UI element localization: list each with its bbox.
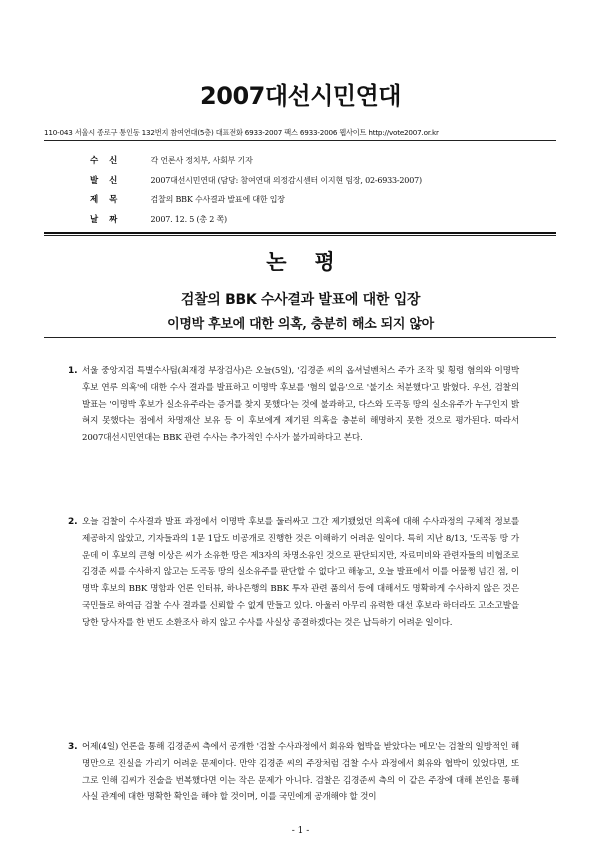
paragraph-number: 2.: [68, 517, 78, 527]
meta-subject: [90, 193, 285, 209]
paragraph-text: 서울 중앙지검 특별수사팀(최재경 부장검사)은 오늘(5일), '김경준 씨의 옵셔널벤처스 주가 조작 및 횡령 혐의와 이명박 후보 연루 의혹'에 대한 수사 결과를 발표하고 이명박 후보를 '혐의 없음'으로 '불기소 처분했다'고 밝혔다. 우선, 검찰의 발표는 '이명박 후보가 실소유주라는 증거를 찾지 못했다'는 것에 불과하고, 다스와 도곡동 땅의 실소유주가 누구인지 밝혀지 못했다는 점에서 차명재산 보유 등 이 후보에게 제기된 의혹을 충분히 해명하지 못한 것으로 평가된다. 따라서 2007대선시민연대는 BBK 관련 수사는 추가적인 수사가 불가피하다고 본다.: [82, 366, 519, 444]
paragraph-text: 어제(4일) 언론을 통해 김경준씨 측에서 공개한 '검찰 수사과정에서 회유와 협박을 받았다는 메모'는 검찰의 일방적인 해명만으로 진실을 가리기 어려운 문제이다. 만약 김경준 씨의 주장처럼 검찰 수사 과정에서 회유와 협박이 있었다면, 또 그로 인해 김씨가 진술을 번복했다면 이는 작은 문제가 아니다. 검찰은 김경준씨 측의 이 같은 주장에 대해 본인을 통해 사실 관계에 대한 명확한 확인을 해야 할 것이며, 이를 국민에게 공개해야 할 것이: [82, 742, 519, 803]
contact-info: 110-043 서울시 종로구 통인동 132번지 참여연대(5층) 대표전화 6933-2007 팩스 6933-2006 웹사이트 http://vote2007.or.kr: [44, 128, 439, 137]
meta-from-value: 2007대선시민연대 (담당: 참여연대 의정감시센터 이지현 팀장, 02-6933-2007): [150, 176, 422, 185]
meta-subject-value: 검찰의 BBK 수사결과 발표에 대한 입장: [150, 195, 285, 204]
meta-from-label: 발 신: [90, 176, 122, 186]
header-divider: [44, 140, 556, 141]
headline-divider: [44, 337, 556, 338]
meta-to: [90, 154, 253, 170]
meta-divider: [44, 232, 556, 234]
subheadline: 이명박 후보에 대한 의혹, 충분히 해소 되지 않아: [167, 317, 434, 332]
meta-date: [90, 213, 227, 229]
meta-from: [90, 174, 422, 190]
meta-subject-label: 제 목: [90, 195, 122, 205]
page-number: - 1 -: [291, 826, 310, 836]
org-title: 2007대선시민연대: [200, 82, 401, 110]
meta-to-value: 각 언론사 정치부, 사회부 기자: [150, 156, 253, 165]
meta-date-label: 날 짜: [90, 215, 122, 225]
paragraph-text: 오늘 검찰이 수사결과 발표 과정에서 이명박 후보를 둘러싸고 그간 제기됐었던 의혹에 대해 수사과정의 구체적 정보를 제공하지 않았고, 기자들과의 1문 1답도 비공개로 진행한 것은 이해하기 어려운 일이다. 특히 지난 8/13, '도곡동 땅 가운데 이 후보의 큰형 이상은 씨가 소유한 땅은 제3자의 차명소유인 것으로 판단되지만, 자료미비와 관련자들의 비협조로 김경준 씨를 수사하지 않고는 도곡동 땅의 실소유주를 판단할 수 없다'고 해놓고, 오늘 발표에서 이를 어물쩡 넘긴 점, 이명박 후보의 BBK 명함과 언론 인터뷰, 하나은행의 BBK 투자 관련 품의서 등에 대해서도 명확하게 수사하지 않은 것은 국민들로 하여금 검찰 수사 결과를 신뢰할 수 없게 만들고 있다. 아울러 아무리 유력한 대선 후보라 하더라도 고소고발을 당한 당사자를 한 번도 소환조사 하지 않고 수사를 사실상 종결하겠다는 것은 납득하기 어려운 일이다.: [82, 517, 519, 628]
headline: 검찰의 BBK 수사결과 발표에 대한 입장: [180, 292, 421, 308]
meta-date-value: 2007. 12. 5 (총 2 쪽): [150, 215, 227, 224]
paragraph-number: 1.: [68, 366, 78, 376]
paragraph-2: [68, 514, 519, 632]
paragraph-number: 3.: [68, 742, 78, 752]
paragraph-3: [68, 739, 519, 806]
meta-to-label: 수 신: [90, 156, 122, 166]
paragraph-1: [68, 363, 519, 447]
meta-divider-thin: [44, 235, 556, 236]
document-kind: 논평: [266, 250, 363, 274]
